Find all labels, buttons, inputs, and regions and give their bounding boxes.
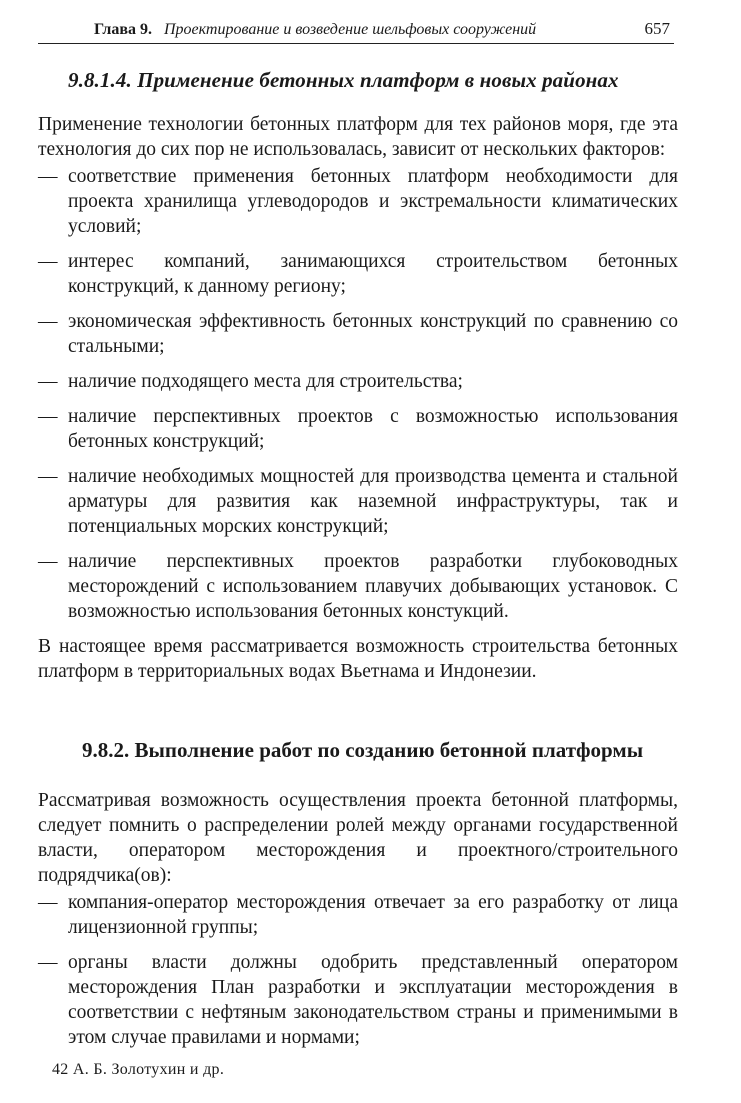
page-number: 657 <box>644 19 670 38</box>
section2-role-list <box>38 890 678 1050</box>
chapter-title: Проектирование и возведение шельфовых сооружений <box>164 21 537 38</box>
page <box>38 18 678 1060</box>
list-item-text: органы власти должны одобрить представленный оператором месторождения План разработки и эксплуатации месторождения в соответствии с нефтяным законодательством страны и применимыми в этом случае правилами и нормами; <box>68 952 678 1048</box>
dash-bullet: — <box>38 952 58 973</box>
list-item <box>38 249 678 299</box>
dash-bullet: — <box>38 551 58 572</box>
list-item <box>38 369 678 394</box>
dash-bullet: — <box>38 892 58 913</box>
list-item-text: компания-оператор месторождения отвечает за его разработку от лица лицензионной группы; <box>68 892 678 938</box>
list-item-text: наличие перспективных проектов с возможностью использования бетонных конструкций; <box>68 406 678 452</box>
dash-bullet: — <box>38 166 58 187</box>
section1-intro: Применение технологии бетонных платформ для тех районов моря, где эта технология до сих пор не использовалась, зависит от нескольких факторов: <box>38 114 678 160</box>
section1-factor-list <box>38 164 678 624</box>
section-heading-9-8-1-4: 9.8.1.4. Применение бетонных платформ в новых районах <box>68 68 619 92</box>
chapter-label: Глава 9. <box>94 21 152 38</box>
list-item <box>38 890 678 940</box>
running-head <box>38 18 678 40</box>
dash-bullet: — <box>38 371 58 392</box>
list-item <box>38 309 678 359</box>
list-item-text: наличие перспективных проектов разработки глубоководных месторождений с использованием плавучих добывающих установок. С возможностью использования бетонных констукций. <box>68 551 678 622</box>
dash-bullet: — <box>38 311 58 332</box>
section1-closing: В настоящее время рассматривается возможность строительства бетонных платформ в территориальных водах Вьетнама и Индонезии. <box>38 636 678 682</box>
list-item <box>38 164 678 239</box>
page-footer: 42 А. Б. Золотухин и др. <box>52 1061 225 1078</box>
dash-bullet: — <box>38 466 58 487</box>
list-item-text: соответствие применения бетонных платформ необходимости для проекта хранилища углеводородов и экстремальности климатических условий; <box>68 166 678 237</box>
list-item-text: интерес компаний, занимающихся строительством бетонных конструкций, к данному региону; <box>68 251 678 297</box>
list-item <box>38 950 678 1050</box>
list-item-text: экономическая эффективность бетонных конструкций по сравнению со стальными; <box>68 311 678 357</box>
list-item-text: наличие необходимых мощностей для производства цемента и стальной арматуры для развития как наземной инфраструктуры, так и потенциальных морских конструкций; <box>68 466 678 537</box>
list-item <box>38 464 678 539</box>
section2-intro: Рассматривая возможность осуществления проекта бетонной платформы, следует помнить о распределении ролей между органами государственной власти, оператором месторождения и проектного/строительного подрядчика(ов): <box>38 790 678 886</box>
dash-bullet: — <box>38 406 58 427</box>
section-heading-9-8-2: 9.8.2. Выполнение работ по созданию бетонной платформы <box>82 738 644 762</box>
list-item <box>38 404 678 454</box>
dash-bullet: — <box>38 251 58 272</box>
list-item <box>38 549 678 624</box>
list-item-text: наличие подходящего места для строительства; <box>68 371 463 392</box>
header-rule <box>38 43 674 44</box>
